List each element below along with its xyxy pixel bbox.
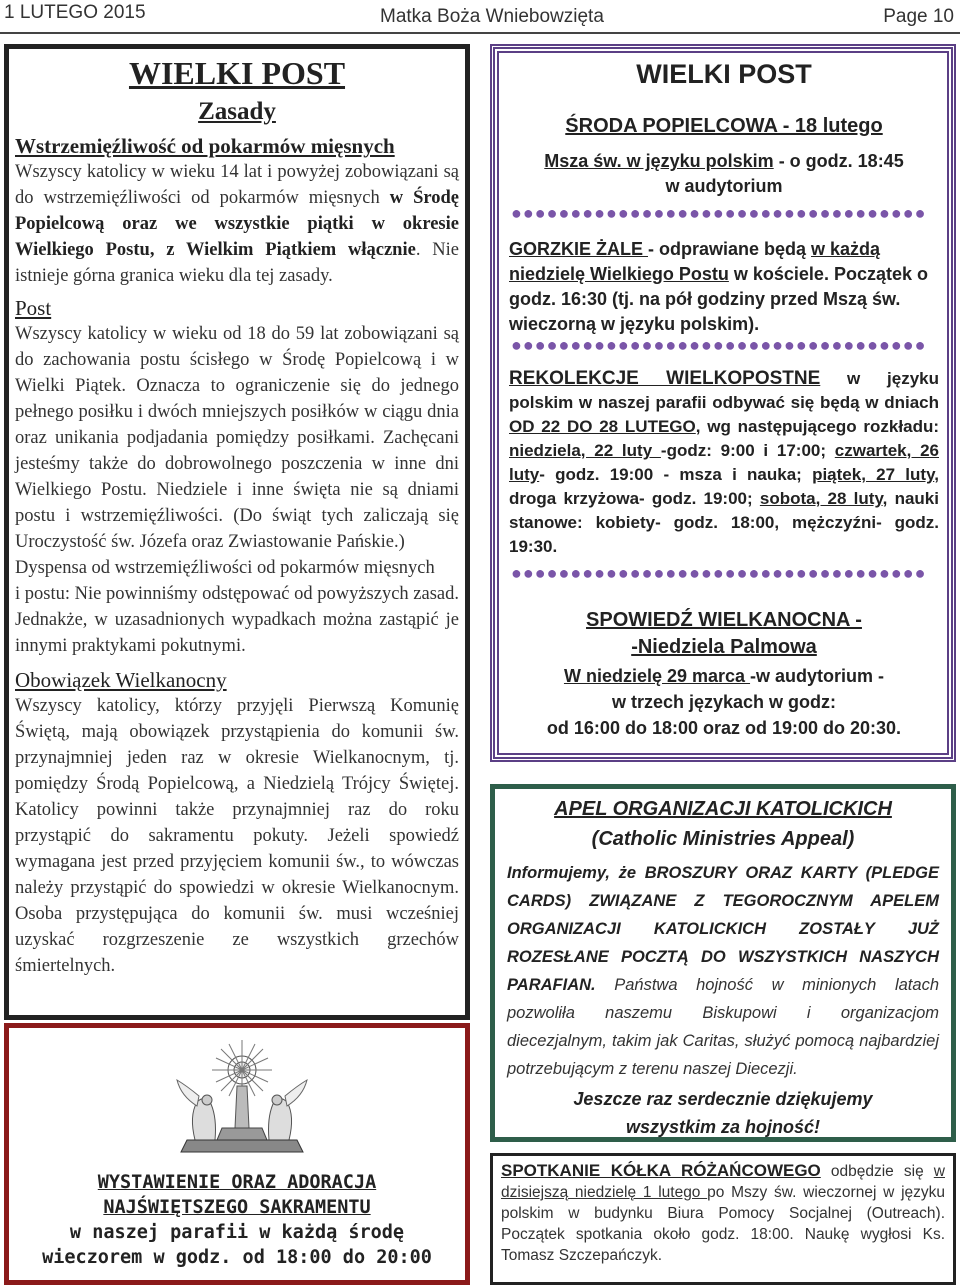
abstinence-text: Wszyscy katolicy w wieku 14 lat i powyżej zobowiązani są do wstrzemięźliwości od pokarmów mięsnych w Środę Popielcową oraz we wszystkie piątki w okresie Wielkiego Postu, z Wielkim Piątkiem włącznie. Nie istnieje górna granica wieku dla tej zasady. — [15, 162, 459, 286]
appeal-title: APEL ORGANIZACJI KATOLICKICH — [554, 798, 892, 820]
lent-schedule-box — [490, 44, 956, 762]
adoration-text — [9, 1170, 465, 1270]
adoration-line4: wieczorem w godz. od 18:00 do 20:00 — [42, 1247, 432, 1268]
appeal-subtitle: (Catholic Ministries Appeal) — [591, 828, 855, 850]
fast-heading: Post — [15, 296, 52, 320]
easter-duty-heading: Obowiązek Wielkanocny — [15, 668, 227, 692]
rosary-meeting-box — [490, 1153, 956, 1285]
rules-subtitle: Zasady — [198, 98, 276, 125]
lenten-retreat-text: REKOLEKCJE WIELKOPOSTNE w języku polskim w naszej parafii odbywać się będą w dniach OD 22 DO 28 LUTEGO, wg następującego rozkładu: niedziela, 22 luty -godz: 9:00 i 17:00; czwartek, 26 luty- godz. 19:00 - msza i nauka; piątek, 27 luty, droga krzyżowa- godz. 19:00; sobota, 28 luty, nauki stanowe: kobiety- godz. 18:00, mężczyźni- godz. 19:30. — [509, 368, 940, 556]
header-parish-name: Matka Boża Wniebowzięta — [380, 6, 604, 27]
easter-duty-text: Wszyscy katolicy, którzy przyjęli Pierwszą Komunię Świętą, mają obowiązek przystąpienia do komunii św. przynajmniej jeden raz w okresie Wielkanocnym, tj. pomiędzy Środą Popielcową, a Niedzielą Trójcy Świętej. Katolicy powinni także przynajmniej raz do roku przystąpić do sakramentu pokuty. Jeżeli spowiedź wymagana jest przed przyjęciem komunii św., to wówczas należy przystąpić do spowiedzi w okresie Wielkanocnym. Osoba przystępująca do komunii św. musi wcześniej uzyskać rozgrzeszenie ze wszystkich grzechów śmiertelnych. — [15, 696, 459, 976]
rosary-text: SPOTKANIE KÓŁKA RÓŻAŃCOWEGO odbędzie się w dzisiejszą niedzielę 1 lutego po Mszy św. wieczornej w języku polskim w budynku Biura Pomocy Socjalnej (Outreach). Początek spotkania około godz. 18:00. Naukę wygłosi Ks. Tomasz Szczepańczyk. — [501, 1161, 945, 1264]
dispensation-text: i postu: Nie powinniśmy odstępować od powyższych zasad. Jednakże, w uzasadnionych wypadkach można zastąpić je innymi praktykami pokutnymi. — [15, 584, 459, 656]
dotted-divider: ●●●●●●●●●●●●●●●●●●●●●●●●●●●●●●●●●●● — [511, 563, 927, 583]
dotted-divider: ●●●●●●●●●●●●●●●●●●●●●●●●●●●●●●●●●●● — [511, 335, 927, 355]
lent-rules-box — [4, 44, 470, 1020]
adoration-line3: w naszej parafii w każdą środę — [69, 1222, 405, 1243]
adoration-line2: NAJŚWIĘTSZEGO SAKRAMENTU — [103, 1197, 371, 1218]
confession-heading: SPOWIEDŹ WIELKANOCNA - -Niedziela Palmowa — [586, 609, 862, 658]
dispensation-heading: Dyspensa od wstrzemięźliwości od pokarmów mięsnych — [15, 558, 435, 578]
appeal-body: Informujemy, że BROSZURY ORAZ KARTY (PLEDGE CARDS) ZWIĄZANE Z TEGOROCZNYM APELEM ORGANIZACJI KATOLICKICH ZOSTAŁY JUŻ ROZESŁANE POCZTĄ DO WSZYSTKICH NASZYCH PARAFIAN. Państwa hojność w minionych latach pozwoliła naszemu Biskupowi i organizacjom diecezjalnym, takim jak Caritas, służyć pomocą najbardziej potrzebującym z terenu naszej Diecezji. — [507, 864, 939, 1078]
gorzkie-zale-text: GORZKIE ŻALE - odprawiane będą w każdą niedzielę Wielkiego Postu w kościele. Początek o godz. 16:30 (tj. na pół godziny przed Mszą św. wieczorną w języku polskim). — [509, 239, 928, 334]
rules-title: WIELKI POST — [128, 55, 346, 91]
header-date: 1 LUTEGO 2015 — [4, 2, 146, 23]
dotted-divider: ●●●●●●●●●●●●●●●●●●●●●●●●●●●●●●●●●●● — [511, 203, 927, 223]
fast-text: Wszyscy katolicy w wieku od 18 do 59 lat zobowiązani są do zachowania postu ścisłego w Środę Popielcową i w Wielki Piątek. Oznacza to ograniczenie się do jednego pełnego posiłku i dwóch mniejszych posiłków w ciągu dnia oraz unikania podjadania pomiędzy posiłkami. Zachęcani jesteśmy także do dobrowolnego poszczenia w inne dni Wielkiego Postu. Niedziele i inne święta nie są dniami postu i wstrzemięźliwości. (Do świąt tych zaliczają się Uroczystość św. Józefa oraz Zwiastowanie Pańskie.) — [15, 324, 459, 552]
appeal-thanks: Jeszcze raz serdecznie dziękujemy wszystkim za hojność! — [573, 1089, 873, 1137]
ash-wednesday-heading: ŚRODA POPIELCOWA - 18 lutego — [565, 115, 883, 137]
abstinence-heading: Wstrzemięźliwość od pokarmów mięsnych — [15, 134, 395, 158]
lent-title: WIELKI POST — [636, 59, 812, 89]
confession-details: W niedzielę 29 marca -w audytorium - w trzech językach w godz: od 16:00 do 18:00 oraz od 19:00 do 20:30. — [546, 666, 902, 738]
ash-wednesday-mass: Msza św. w języku polskim - o godz. 18:45 w audytorium — [544, 151, 904, 196]
monstrance-angels-icon — [167, 1036, 317, 1158]
adoration-line1: WYSTAWIENIE ORAZ ADORACJA — [97, 1172, 377, 1193]
adoration-box — [4, 1023, 470, 1285]
catholic-appeal-box — [490, 784, 956, 1142]
header-divider — [0, 32, 960, 34]
header-page-number: Page 10 — [883, 6, 954, 27]
